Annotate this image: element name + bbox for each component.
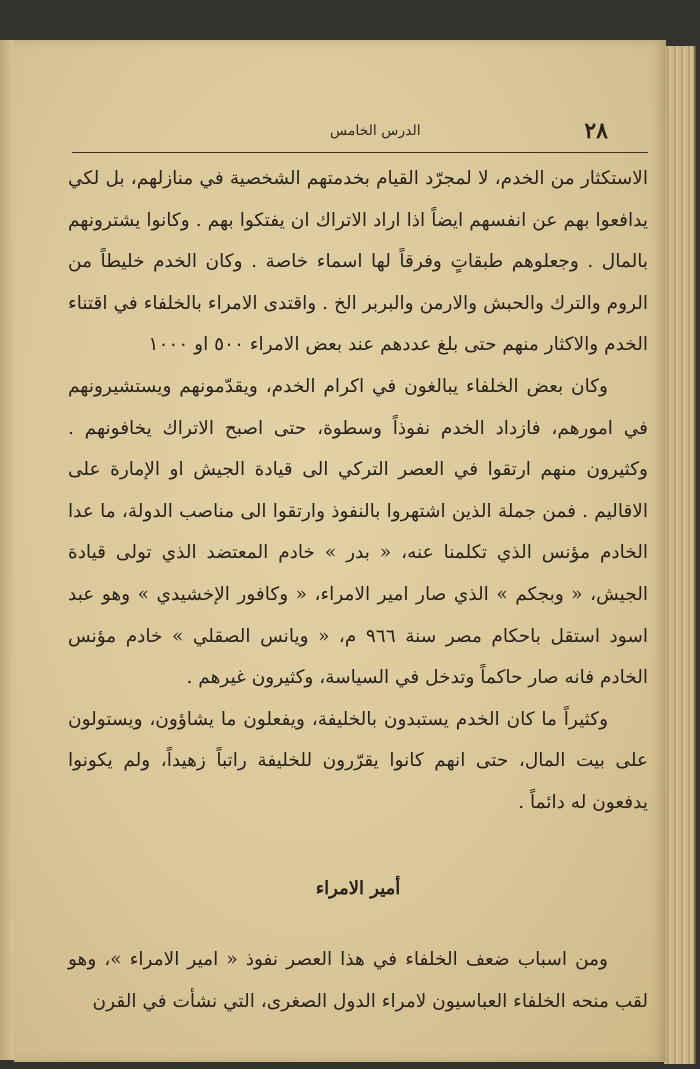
body-text xyxy=(68,158,648,1022)
paragraph-4: ومن اسباب ضعف الخلفاء في هذا العصر نفوذ « امير الامراء »، وهو لقب منحه الخلفاء العباسيون لامراء الدول الصغرى، التي نشأت في القرن xyxy=(68,949,648,1012)
page-header xyxy=(72,118,648,153)
section-heading: أمير الامراء xyxy=(315,877,401,899)
previous-page-edge xyxy=(0,40,15,1060)
paragraph-3: وكثيراً ما كان الخدم يستبدون بالخليفة، ويفعلون ما يشاؤون، ويستولون على بيت المال، حتى انهم كانوا يقرّرون للخليفة راتباً زهيداً، ولم يكونوا يدفعون له دائماً . xyxy=(68,708,648,813)
paragraph-2: وكان بعض الخلفاء يبالغون في اكرام الخدم، ويقدّمونهم ويستشيرونهم في امورهم، فازداد الخدم نفوذاً وسطوة، حتى اصبح الاتراك يخافونهم . وكثيرون منهم ارتقوا في العصر التركي الى قيادة الجيش او الإمارة على الاقاليم . فمن جملة الذين اشتهروا بالنفوذ وارتقوا الى مناصب الدولة، ما عدا الخادم مؤنس الذي تكلمنا عنه، « بدر » خادم المعتضد الذي تولى قيادة الجيش، « وبجكم » الذي صار امير الامراء، « وكافور الإخشيدي » وهو عبد اسود استقل باحكام مصر سنة ٩٦٦ م، « ويانس الصقلي » خادم مؤنس الخادم فانه صار حاكماً وتدخل في السياسة، وكثيرون غيرهم . xyxy=(68,375,648,689)
page-number: ٢٨ xyxy=(584,118,608,144)
paragraph-1: الاستكثار من الخدم، لا لمجرّد القيام بخدمتهم الشخصية في منازلهم، بل لكي يدافعوا بهم عن انفسهم ايضاً اذا اراد الاتراك ان يفتكوا بهم . وكانوا يشترونهم بالمال . وجعلوهم طبقاتٍ وفرقاً لها اسماء خاصة . وكان الخدم خليطاً من الروم والترك والحبش والارمن والبربر الخ . واقتدى الامراء بالخلفاء في اقتناء الخدم والاكثار منهم حتى بلغ عددهم عند بعض الامراء ٥٠٠ او ١٠٠٠ xyxy=(68,168,648,356)
running-title: الدرس الخامس xyxy=(330,123,421,139)
page-stack-edges xyxy=(664,46,696,1064)
